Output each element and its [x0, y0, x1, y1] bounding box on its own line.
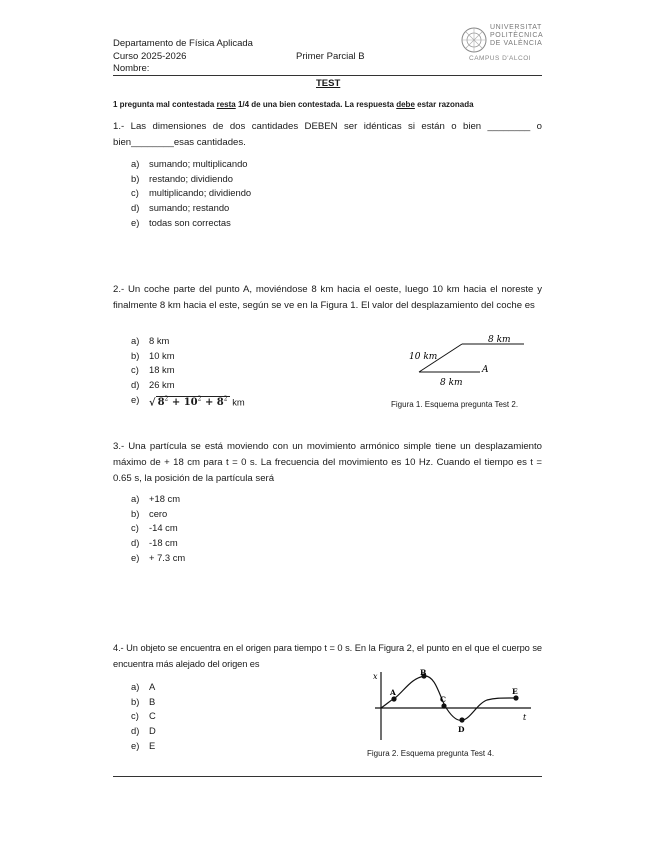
footer-divider [113, 776, 542, 777]
scoring-note-resta: resta [216, 100, 236, 109]
option-letter: c) [131, 364, 139, 376]
question-1-options [113, 157, 413, 230]
option-letter: d) [131, 537, 140, 549]
question-3-text: 3.- Una partícula se está moviendo con un movimiento armónico simple tiene un desplazamiento máximo de + 18 cm para t = 0 s. La frecuencia del movimiento es 10 Hz. Cuando el tiempo es t = 0.65 s, la posición de la partícula será [113, 441, 542, 484]
option-letter: a) [131, 158, 140, 169]
university-seal-icon [459, 25, 489, 55]
scoring-note-part-2: 1/4 de una bien contestada. La respuesta [235, 100, 397, 109]
label-10km: 10 km [409, 352, 438, 362]
question-4-text: 4.- Un objeto se encuentra en el origen para tiempo t = 0 s. En la Figura 2, el punto en el que el cuerpo se encuentra más alejado del origen es [113, 643, 542, 669]
option-unit: km [232, 396, 245, 408]
t-axis-label: t [523, 713, 527, 722]
q2-option-b[interactable] [113, 349, 333, 364]
option-text: C [149, 710, 156, 722]
exp-3: 2 [223, 395, 228, 403]
exam-title: Primer Parcial B [296, 51, 365, 62]
point-d-label: D [458, 725, 465, 734]
sqrt-expression: √ $8^2 + 10^2 + 8^2$ [149, 395, 228, 409]
q2-option-e[interactable] [113, 393, 333, 408]
point-a-dot [391, 696, 396, 701]
option-text: -18 cm [149, 537, 178, 549]
option-letter: d) [131, 379, 140, 391]
logo-line-2: POLITÈCNICA [490, 32, 544, 39]
option-letter: a) [131, 335, 140, 346]
radicand [156, 396, 230, 408]
option-letter: d) [131, 725, 140, 737]
position-curve [381, 676, 517, 720]
test-title: TEST [316, 78, 341, 89]
option-text: 10 km [149, 349, 175, 361]
option-letter: a) [131, 681, 140, 692]
term-1: 8 [157, 397, 165, 409]
point-e-dot [513, 695, 518, 700]
q3-option-d[interactable] [113, 536, 413, 551]
option-letter: e) [131, 739, 140, 751]
logo-line-3: DE VALÈNCIA [490, 40, 543, 47]
figure-1-caption: Figura 1. Esquema pregunta Test 2. [391, 400, 519, 409]
option-text: + 7.3 cm [149, 551, 186, 563]
q1-option-c[interactable] [113, 186, 413, 201]
course-year: Curso 2025-2026 [113, 51, 187, 62]
option-text: 26 km [149, 379, 175, 391]
q1-option-a[interactable] [113, 157, 413, 172]
q3-option-c[interactable] [113, 521, 413, 536]
option-text: sumando; multiplicando [149, 158, 248, 169]
department-name: Departamento de Física Aplicada [113, 38, 253, 49]
point-e-label: E [512, 687, 518, 696]
option-text: multiplicando; dividiendo [149, 187, 252, 199]
q1-option-b[interactable] [113, 172, 413, 187]
point-c-label: C [440, 695, 446, 704]
option-text: restando; dividiendo [149, 172, 233, 184]
name-label: Nombre: [113, 63, 150, 74]
option-letter: b) [131, 172, 140, 184]
point-c-dot [441, 703, 446, 708]
option-letter: b) [131, 507, 140, 519]
scoring-note-part-3: estar razonada [414, 100, 474, 109]
scoring-note [113, 100, 474, 109]
option-letter: c) [131, 522, 139, 534]
header-divider [113, 75, 542, 76]
question-3-options [113, 492, 413, 565]
label-a: A [482, 365, 489, 375]
point-b-label: B [420, 668, 427, 677]
exp-2: 2 [197, 395, 202, 403]
question-2-options [113, 334, 333, 407]
scoring-note-debe: debe [396, 100, 415, 109]
logo-campus: CAMPUS D'ALCOI [469, 55, 532, 62]
option-text: 18 km [149, 364, 175, 376]
exp-1: 2 [164, 395, 169, 403]
option-text: A [149, 681, 156, 692]
option-text: -14 cm [149, 522, 178, 534]
option-letter: c) [131, 187, 139, 199]
option-letter: a) [131, 493, 140, 504]
option-letter: b) [131, 349, 140, 361]
q3-option-b[interactable] [113, 507, 413, 522]
figure-1-diagram [404, 330, 534, 392]
option-letter: b) [131, 695, 140, 707]
q3-option-e[interactable] [113, 551, 413, 566]
question-4-options [113, 680, 313, 753]
option-letter: d) [131, 202, 140, 214]
term-3: + 8 [201, 397, 224, 409]
option-text: 8 km [149, 335, 170, 346]
q1-option-d[interactable] [113, 201, 413, 216]
option-letter: c) [131, 710, 139, 722]
term-2: + 10 [168, 397, 198, 409]
option-text: cero [149, 507, 168, 519]
q2-option-d[interactable] [113, 378, 333, 393]
option-letter: e) [131, 216, 140, 228]
point-a-label: A [390, 688, 396, 697]
x-axis-label: x [373, 672, 378, 681]
q4-option-e[interactable] [113, 739, 313, 754]
question-1-text: 1.- Las dimensiones de dos cantidades DEBEN ser idénticas si están o bien ________ o bien________esas cantidades. [113, 121, 542, 148]
label-8km-top: 8 km [488, 335, 511, 345]
q4-option-a[interactable] [113, 680, 313, 695]
option-letter: e) [131, 551, 140, 563]
q2-option-a[interactable] [113, 334, 333, 349]
scoring-note-part-1: 1 pregunta mal contestada [113, 100, 217, 109]
figure-2-caption: Figura 2. Esquema pregunta Test 4. [367, 749, 495, 758]
q4-option-b[interactable] [113, 695, 313, 710]
university-logo [459, 24, 545, 66]
option-text: todas son correctas [149, 216, 231, 228]
option-text: +18 cm [149, 493, 181, 504]
q4-option-c[interactable] [113, 709, 313, 724]
option-text: B [149, 695, 156, 707]
question-2-text: 2.- Un coche parte del punto A, moviéndose 8 km hacia el oeste, luego 10 km hacia el noreste y finalmente 8 km hacia el este, según se ve en la Figura 1. El valor del desplazamiento del coche es [113, 284, 542, 311]
label-8km-bottom: 8 km [440, 378, 463, 388]
option-text: D [149, 725, 156, 737]
option-text: sumando; restando [149, 202, 230, 214]
q3-option-a[interactable] [113, 492, 413, 507]
point-d-dot [459, 717, 464, 722]
option-text: E [149, 739, 156, 751]
figure-2-graph [367, 666, 535, 742]
q4-option-d[interactable] [113, 724, 313, 739]
q2-option-c[interactable] [113, 363, 333, 378]
option-letter: e) [131, 393, 140, 405]
logo-line-1: UNIVERSITAT [490, 24, 542, 31]
q1-option-e[interactable] [113, 216, 413, 231]
